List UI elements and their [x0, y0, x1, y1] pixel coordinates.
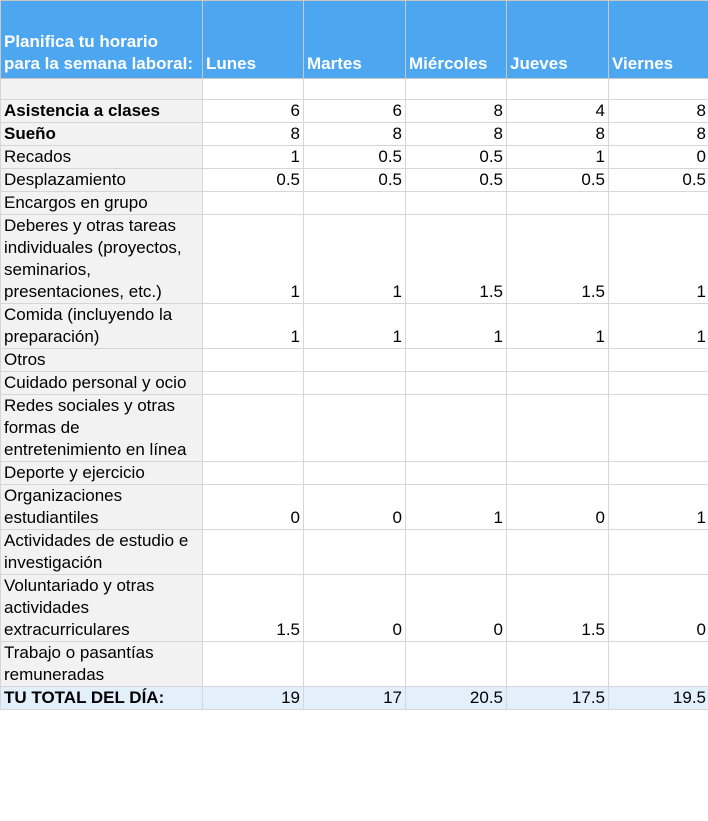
value-cell[interactable]: 1.5 — [406, 215, 507, 304]
header-row — [1, 1, 708, 79]
row-label[interactable]: Trabajo o pasantías remuneradas — [1, 642, 203, 687]
row-label[interactable]: Organizaciones estudiantiles — [1, 485, 203, 530]
header-day-martes[interactable]: Martes — [304, 1, 406, 79]
value-cell[interactable] — [203, 530, 304, 575]
value-cell[interactable] — [406, 372, 507, 395]
value-cell[interactable] — [609, 372, 708, 395]
row-label[interactable]: Deberes y otras tareas individuales (proyectos, seminarios, presentaciones, etc.) — [1, 215, 203, 304]
header-title[interactable] — [1, 1, 203, 79]
row-label[interactable]: Actividades de estudio e investigación — [1, 530, 203, 575]
spacer-cell[interactable] — [304, 79, 406, 100]
row-label[interactable]: Otros — [1, 349, 203, 372]
value-cell[interactable]: 0 — [609, 575, 708, 642]
value-cell[interactable]: 1 — [203, 304, 304, 349]
value-cell[interactable]: 8 — [304, 123, 406, 146]
value-cell[interactable]: 8 — [609, 123, 708, 146]
row-label[interactable]: Asistencia a clases — [1, 100, 203, 123]
value-cell[interactable] — [507, 462, 609, 485]
value-cell[interactable]: 1.5 — [507, 215, 609, 304]
value-cell[interactable]: 1 — [203, 146, 304, 169]
value-cell[interactable] — [203, 395, 304, 462]
spacer-cell[interactable] — [203, 79, 304, 100]
value-cell[interactable]: 1 — [406, 304, 507, 349]
value-cell[interactable] — [406, 462, 507, 485]
value-cell[interactable] — [203, 349, 304, 372]
value-cell[interactable] — [304, 530, 406, 575]
value-cell[interactable] — [609, 530, 708, 575]
value-cell[interactable]: 6 — [304, 100, 406, 123]
value-cell[interactable] — [507, 530, 609, 575]
value-cell[interactable]: 6 — [203, 100, 304, 123]
value-cell[interactable]: 0 — [406, 575, 507, 642]
total-value-cell[interactable]: 17 — [304, 687, 406, 710]
value-cell[interactable]: 8 — [507, 123, 609, 146]
table-row — [1, 485, 708, 530]
value-cell[interactable]: 8 — [406, 100, 507, 123]
value-cell[interactable] — [304, 642, 406, 687]
value-cell[interactable]: 8 — [406, 123, 507, 146]
value-cell[interactable]: 1 — [304, 215, 406, 304]
value-cell[interactable]: 0.5 — [304, 146, 406, 169]
row-label[interactable]: Desplazamiento — [1, 169, 203, 192]
table-row — [1, 192, 708, 215]
row-label[interactable]: Encargos en grupo — [1, 192, 203, 215]
value-cell[interactable]: 1 — [609, 304, 708, 349]
value-cell[interactable] — [203, 462, 304, 485]
header-day-lunes[interactable]: Lunes — [203, 1, 304, 79]
table-row — [1, 372, 708, 395]
total-row — [1, 687, 708, 710]
value-cell[interactable]: 0.5 — [609, 169, 708, 192]
value-cell[interactable]: 0 — [609, 146, 708, 169]
total-value-cell[interactable]: 20.5 — [406, 687, 507, 710]
value-cell[interactable] — [304, 372, 406, 395]
total-value-cell[interactable]: 17.5 — [507, 687, 609, 710]
table-row — [1, 169, 708, 192]
value-cell[interactable]: 8 — [203, 123, 304, 146]
value-cell[interactable] — [507, 642, 609, 687]
value-cell[interactable]: 1 — [507, 304, 609, 349]
value-cell[interactable] — [304, 192, 406, 215]
value-cell[interactable] — [609, 642, 708, 687]
spacer-cell[interactable] — [609, 79, 708, 100]
value-cell[interactable] — [609, 395, 708, 462]
value-cell[interactable]: 0.5 — [203, 169, 304, 192]
value-cell[interactable] — [507, 372, 609, 395]
total-value-cell[interactable]: 19.5 — [609, 687, 708, 710]
spacer-cell[interactable] — [406, 79, 507, 100]
header-title-line2: para la semana laboral: — [4, 54, 193, 73]
value-cell[interactable]: 0.5 — [507, 169, 609, 192]
value-cell[interactable]: 1.5 — [507, 575, 609, 642]
header-title-line1: Planifica tu horario — [4, 32, 158, 51]
total-value-cell[interactable]: 19 — [203, 687, 304, 710]
table-row — [1, 304, 708, 349]
value-cell[interactable] — [609, 462, 708, 485]
value-cell[interactable] — [609, 192, 708, 215]
value-cell[interactable]: 0.5 — [304, 169, 406, 192]
table-row — [1, 349, 708, 372]
table-row — [1, 146, 708, 169]
value-cell[interactable] — [406, 395, 507, 462]
table-row — [1, 123, 708, 146]
table-row — [1, 395, 708, 462]
value-cell[interactable]: 1.5 — [203, 575, 304, 642]
value-cell[interactable]: 1 — [507, 146, 609, 169]
value-cell[interactable] — [304, 462, 406, 485]
value-cell[interactable]: 8 — [609, 100, 708, 123]
value-cell[interactable]: 1 — [203, 215, 304, 304]
table-row — [1, 215, 708, 304]
value-cell[interactable]: 1 — [609, 215, 708, 304]
value-cell[interactable]: 0.5 — [406, 169, 507, 192]
value-cell[interactable] — [203, 642, 304, 687]
value-cell[interactable] — [609, 349, 708, 372]
value-cell[interactable] — [304, 349, 406, 372]
value-cell[interactable] — [406, 192, 507, 215]
row-label[interactable]: Sueño — [1, 123, 203, 146]
value-cell[interactable] — [203, 192, 304, 215]
value-cell[interactable]: 4 — [507, 100, 609, 123]
spacer-cell[interactable] — [507, 79, 609, 100]
value-cell[interactable] — [203, 372, 304, 395]
table-row — [1, 642, 708, 687]
row-label[interactable]: Redes sociales y otras formas de entretenimiento en línea — [1, 395, 203, 462]
value-cell[interactable] — [507, 192, 609, 215]
header-day-viernes[interactable]: Viernes — [609, 1, 708, 79]
row-label[interactable]: Recados — [1, 146, 203, 169]
value-cell[interactable] — [406, 349, 507, 372]
table-row — [1, 100, 708, 123]
table-row — [1, 530, 708, 575]
value-cell[interactable]: 0 — [304, 575, 406, 642]
total-label[interactable]: TU TOTAL DEL DÍA: — [1, 687, 203, 710]
value-cell[interactable] — [406, 642, 507, 687]
spacer-cell[interactable] — [1, 79, 203, 100]
header-day-jueves[interactable]: Jueves — [507, 1, 609, 79]
value-cell[interactable] — [507, 349, 609, 372]
value-cell[interactable]: 0 — [203, 485, 304, 530]
value-cell[interactable]: 1 — [406, 485, 507, 530]
row-label[interactable]: Deporte y ejercicio — [1, 462, 203, 485]
table-row — [1, 462, 708, 485]
value-cell[interactable]: 1 — [609, 485, 708, 530]
value-cell[interactable]: 1 — [304, 304, 406, 349]
value-cell[interactable]: 0 — [304, 485, 406, 530]
value-cell[interactable] — [406, 530, 507, 575]
value-cell[interactable] — [507, 395, 609, 462]
value-cell[interactable] — [304, 395, 406, 462]
table-row — [1, 575, 708, 642]
header-day-miercoles[interactable]: Miércoles — [406, 1, 507, 79]
value-cell[interactable]: 0.5 — [406, 146, 507, 169]
row-label[interactable]: Voluntariado y otras actividades extracurriculares — [1, 575, 203, 642]
row-label[interactable]: Comida (incluyendo la preparación) — [1, 304, 203, 349]
value-cell[interactable]: 0 — [507, 485, 609, 530]
spacer-row — [1, 79, 708, 100]
row-label[interactable]: Cuidado personal y ocio — [1, 372, 203, 395]
